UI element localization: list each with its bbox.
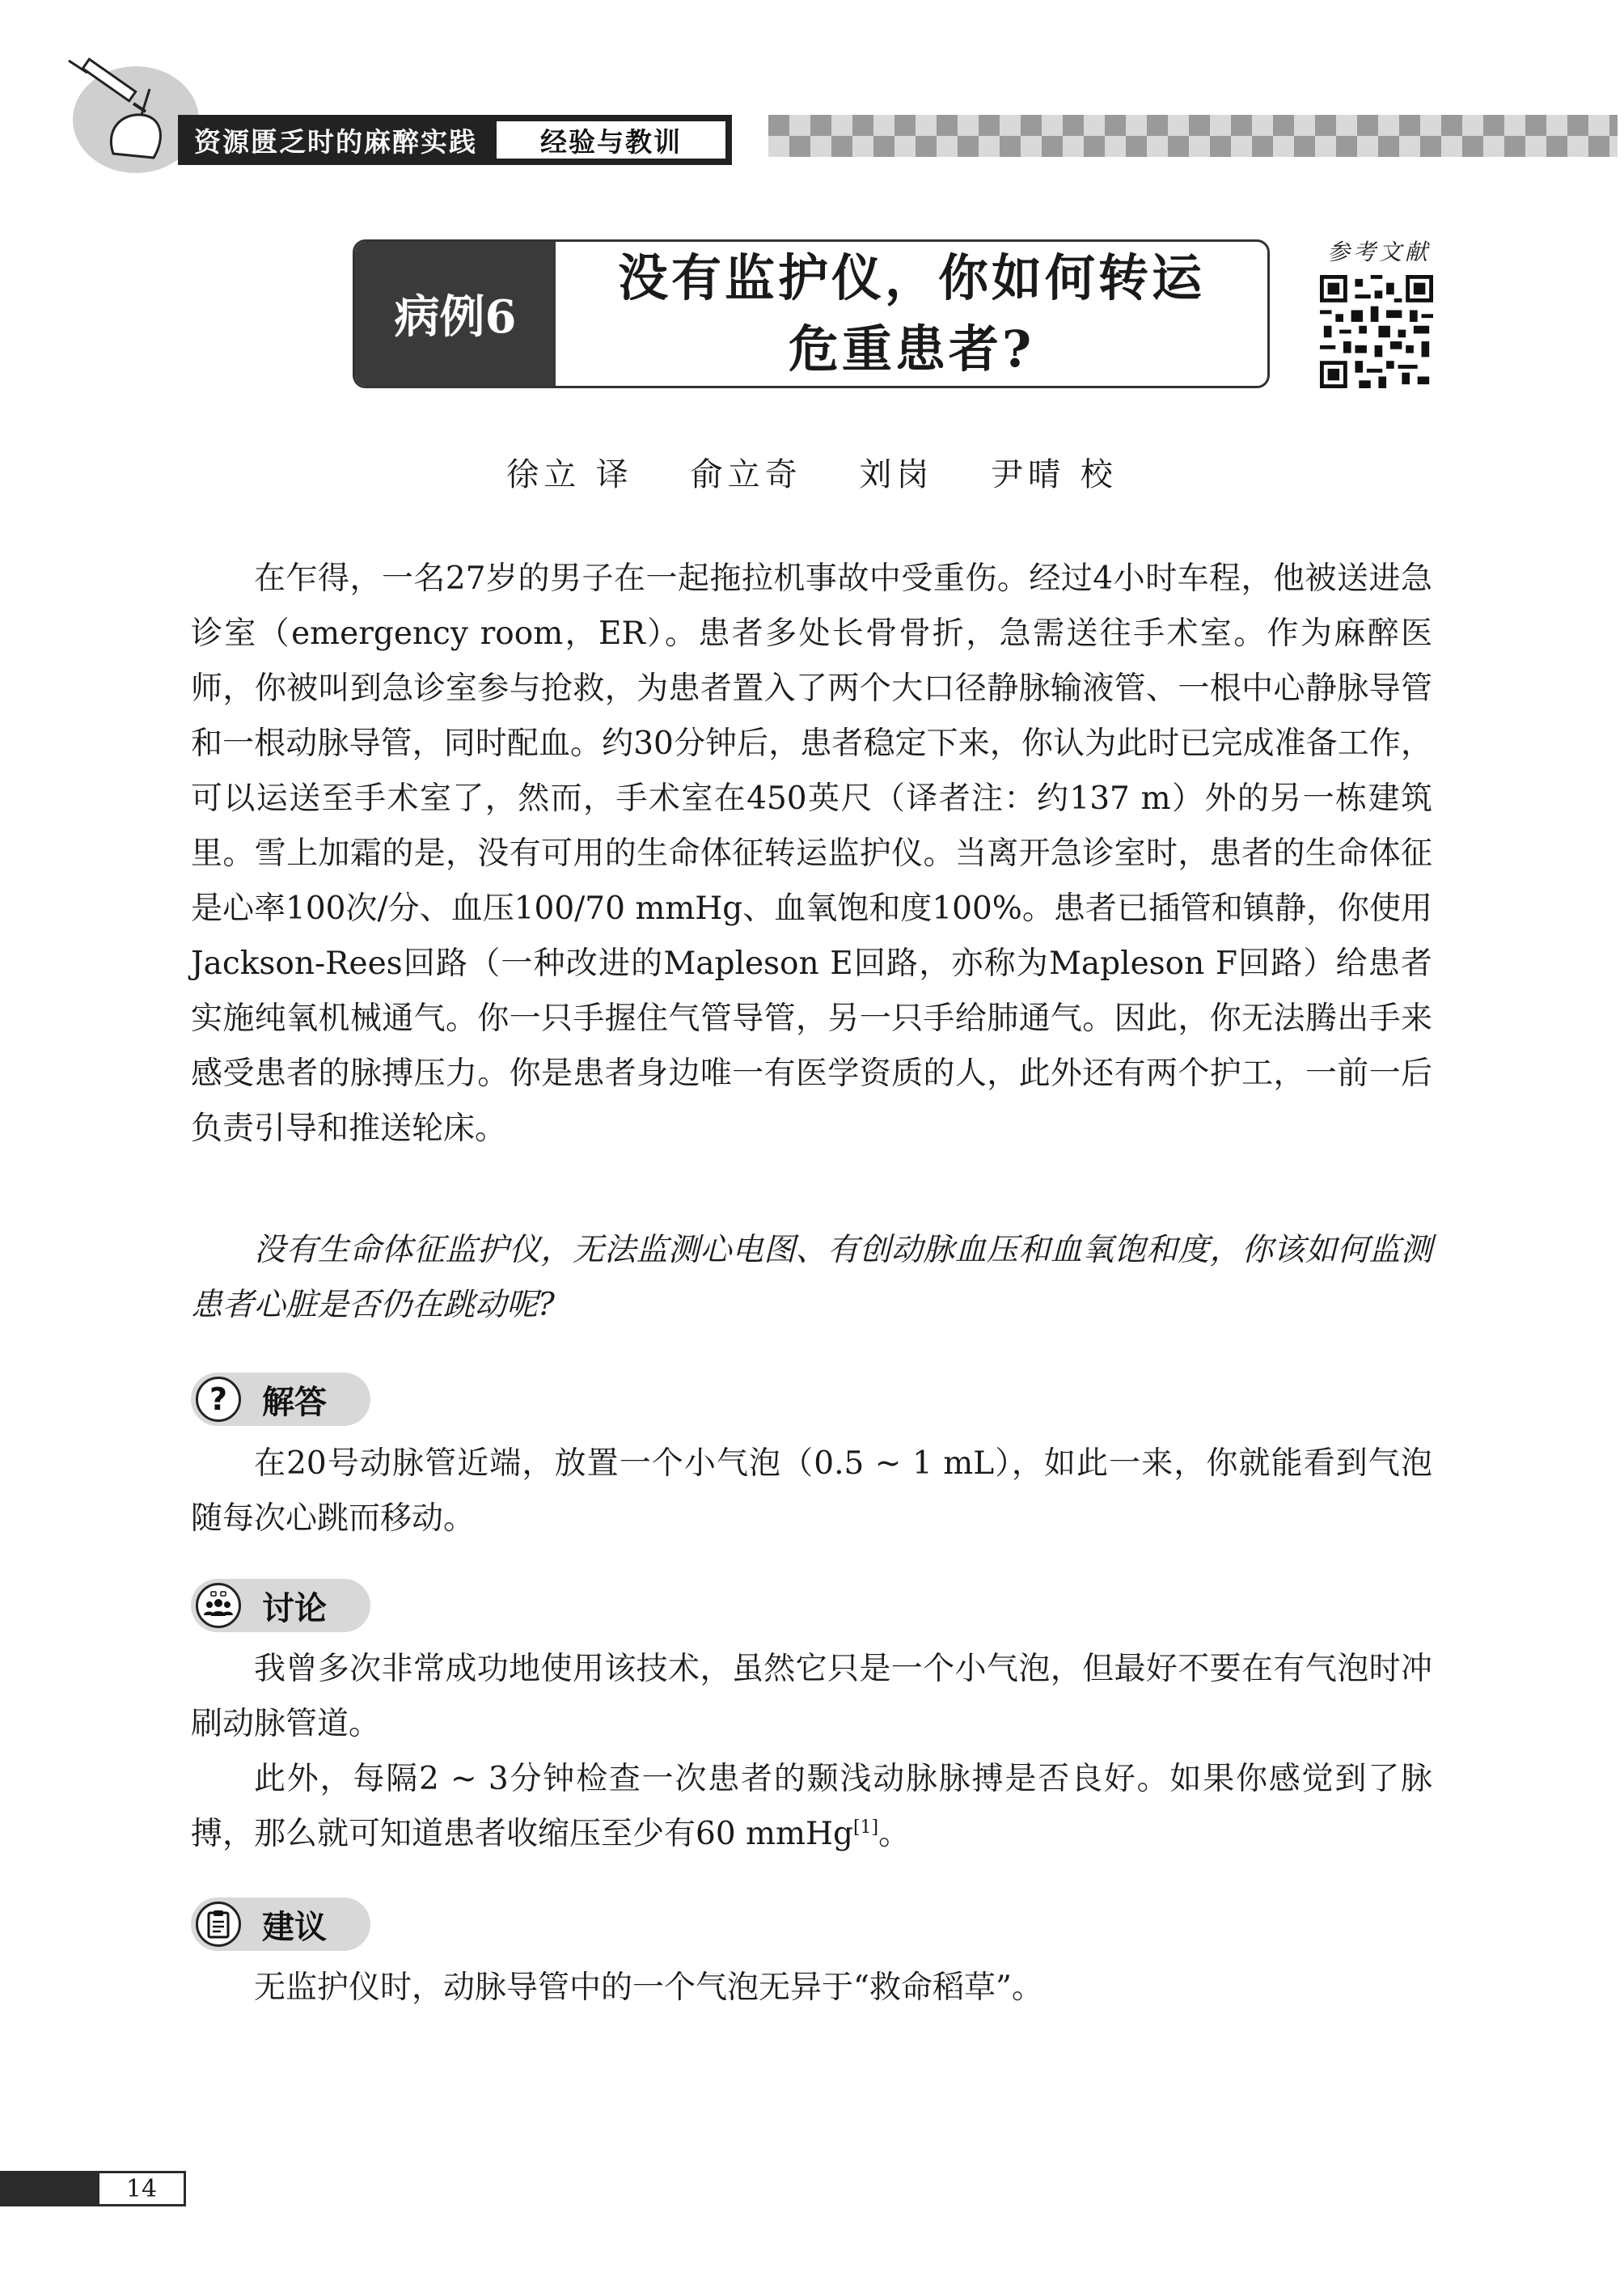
checker-pattern [768,115,1618,157]
case-description: 在乍得，一名27岁的男子在一起拖拉机事故中受重伤。经过4小时车程，他被送进急诊室（emergency room，ER）。患者多处长骨骨折，急需送往手术室。作为麻醉医师，你被叫到急诊室参与抢救，为患者置入了两个大口径静脉输液管、一根中心静脉导管和一根动脉导管，同时配血。约30分钟后，患者稳定下来，你认为此时已完成准备工作，可以运送至手术室了，然而，手术室在450英尺（译者注：约137 m）外的另一栋建筑里。雪上加霜的是，没有可用的生命体征转运监护仪。当离开急诊室时，患者的生命体征是心率100次/分、血压100/70 mmHg、血氧饱和度100%。患者已插管和镇静，你使用Jackson-Rees回路（一种改进的Mapleson E回路，亦称为Mapleson F回路）给患者实施纯氧机械通气。你一只手握住气管导管，另一只手给肺通气。因此，你无法腾出手来感受患者的脉搏压力。你是患者身边唯一有医学资质的人，此外还有两个护工，一前一后负责引导和推送轮床。 [191,561,1432,1147]
answer-text: 在20号动脉管近端，放置一个小气泡（0.5 ~ 1 mL），如此一来，你就能看到气泡随每次心跳而移动。 [191,1445,1432,1537]
reference-label: 参考文献 [1326,239,1431,265]
credit-reviewer-2: 刘岗 [859,456,934,493]
suggestion-heading-label: 建议 [262,1908,327,1946]
answer-heading-label: 解答 [262,1383,327,1421]
discussion-paragraph-2-end: 。 [878,1816,911,1852]
answer-heading [191,1373,370,1426]
qr-code-icon[interactable] [1320,275,1433,388]
case-label: 病例6 [355,242,556,386]
people-discussion-icon [196,1583,241,1628]
discussion-paragraph-1: 我曾多次非常成功地使用该技术，虽然它只是一个小气泡，但最好不要在有气泡时冲刷动脉管道。 [191,1651,1432,1742]
suggestion-heading [191,1897,370,1951]
case-title-line2: 危重患者? [788,319,1035,379]
credit-reviewer-3: 尹晴 校 [991,456,1118,493]
suggestion-text: 无监护仪时，动脉导管中的一个气泡无异于“救命稻草”。 [254,1969,1043,2006]
case-title [556,242,1267,386]
page-number: 14 [97,2171,186,2206]
header-band [178,115,732,165]
credit-reviewer-1: 俞立奇 [690,456,802,493]
citation-ref[interactable]: [1] [852,1817,879,1838]
case-title-line1: 没有监护仪，你如何转运 [617,248,1205,307]
discussion-heading [191,1579,370,1632]
discussion-heading-label: 讨论 [262,1589,327,1627]
credits [0,449,1624,495]
discussion-paragraph-2-text: 此外，每隔2 ~ 3分钟检查一次患者的颞浅动脉脉搏是否良好。如果你感觉到了脉搏，那么就可知道患者收缩压至少有60 mmHg [191,1761,1432,1852]
footer-bar [0,2171,97,2206]
question-icon: ? [196,1377,241,1422]
case-title-box [353,239,1270,388]
credit-translator: 徐立 译 [506,456,633,493]
book-title: 资源匮乏时的麻醉实践 [194,125,477,158]
section-title: 经验与教训 [497,121,725,159]
clipboard-icon [196,1902,241,1947]
discussion-paragraph-2 [191,1752,1432,1862]
case-question: 没有生命体征监护仪，无法监测心电图、有创动脉血压和血氧饱和度，你该如何监测患者心脏是否仍在跳动呢? [191,1232,1432,1323]
